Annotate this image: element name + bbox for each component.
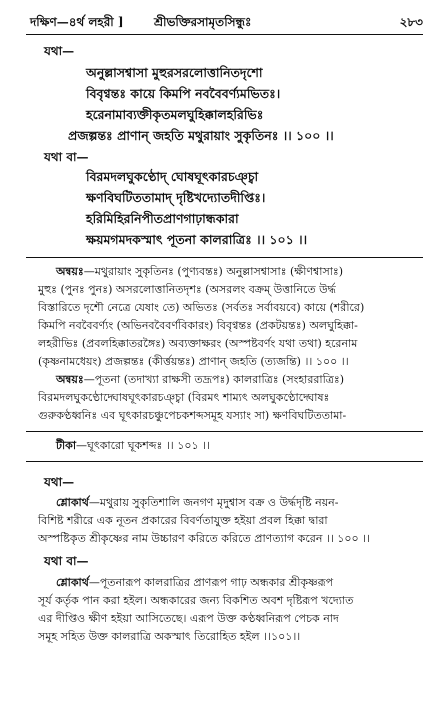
verse-line: ক্ষণবিঘটিততামাদ্ দৃষ্টিখদ্যোতদীপ্তিঃ। — [86, 190, 266, 205]
translation-line: বিশিষ্ট শরীরে এক নূতন প্রকারের বিবর্ণতাযুক্ত হইয়া প্রবল হিক্কা দ্বারা — [38, 514, 328, 527]
example-label: যথা বা— — [44, 150, 89, 164]
verse-line: অনুল্লাসশ্বাসা মুহুরসরলোত্তানিতদৃশো — [86, 65, 263, 80]
anvaya-label: অন্বয়ঃ — [56, 373, 84, 386]
anvaya-line: লহরীভিঃ (প্রবলহিক্কাতরঙ্গৈঃ) অব্যক্তাক্ষরং (অস্পষ্টবর্ণং যথা তথা) হরেনাম — [38, 337, 358, 350]
verse-line: ক্ষয়মগমদকস্মাৎ পূতনা কালরাত্রিঃ ।। ১০১ ।। — [86, 232, 308, 247]
anvaya-line: অন্বয়ঃ—পূতনা (তদাখ্যা রাক্ষসী তদ্রূপঃ) কালরাত্রিঃ (সংহাররাত্রিঃ) — [56, 373, 344, 386]
verse-line: হরেনামাব্যক্তীকৃতমলঘুহিক্কালহরিভিঃ — [86, 107, 264, 122]
section-divider — [26, 461, 423, 462]
shlokartha-label: শ্লোকার্থ — [56, 576, 89, 589]
translation-line: সমূহ সহিত উক্ত কালরাত্রি অকস্মাৎ তিরোহিত হইল ।।১০১।। — [38, 630, 301, 643]
anvaya-label: অন্বয়ঃ — [56, 265, 84, 278]
translation-line: শ্লোকার্থ—মথুরায় সুকৃতিশালি জনগণ মৃদুশ্বাস বক্র ও উর্দ্ধদৃষ্টি নয়ন- — [56, 496, 339, 509]
page-number: ২৮৩ — [399, 15, 423, 29]
header-chapter: দক্ষিণ—৪র্থ লহরী ] — [30, 15, 124, 29]
tika-line: টীকা—ঘূৎকারো ঘূকশব্দঃ ।। ১০১ ।। — [56, 439, 210, 452]
example-label: যথা বা— — [44, 554, 89, 568]
anvaya-line: কিমপি নববৈবর্ণ্যং (অভিনববৈবর্ণবিকারং) বিবৃণ্বন্তঃ (প্রকটয়ন্তঃ) অলঘুহিক্কা- — [38, 319, 358, 332]
example-label: যথা— — [44, 475, 75, 489]
anvaya-line: বিরমদলঘুকণ্ঠোদ্ঘোষঘূৎকারচঞ্চ্বা (বিরমৎ শাম্যৎ অলঘুকণ্ঠোদ্ঘোষঃ — [38, 391, 330, 404]
anvaya-line: (কৃষ্ণনামধেয়ং) প্রজল্পন্তঃ (কীর্ত্তয়ন্তঃ) প্রাণান্ জহতি (ত্যজন্তি) ।। ১০০ ।। — [38, 355, 349, 368]
verse-line: বিরমদলঘুকণ্ঠোদ্ ঘোষঘূৎকারচঞ্চ্বা — [86, 169, 259, 184]
shlokartha-label: শ্লোকার্থ — [56, 496, 89, 509]
example-label: যথা— — [44, 44, 75, 58]
translation-line: শ্লোকার্থ—পূতনারূপ কালরাত্রির প্রাণরূপ গাঢ় অন্ধকার শ্রীকৃষ্ণরূপ — [56, 576, 334, 589]
header-divider — [26, 34, 423, 35]
anvaya-line: গুরুকণ্ঠধ্বনিঃ এব ঘূৎকারচঞ্চুপেচকশব্দসমূহ যস্যাং সা) ক্ষণবিঘটিততামা- — [38, 409, 347, 422]
translation-line: অস্পষ্টিকৃত শ্রীকৃষ্ণের নাম উচ্চারণ করিতে করিতে প্রাণত্যাগ করেন ।। ১০০ ।। — [38, 532, 371, 545]
anvaya-line: অন্বয়ঃ—মথুরায়াং সুকৃতিনঃ (পুণ্যবন্তঃ) অনুল্লাসশ্বাসাঃ (ক্ষীণশ্বাসাঃ) — [56, 265, 344, 278]
section-divider — [26, 431, 423, 432]
translation-line: সূর্য কর্তৃক পান করা হইল। অন্ধকারের জন্য বিকশিত অবশ দৃষ্টিরূপ খদ্যোত — [38, 594, 354, 607]
tika-label: টীকা — [56, 439, 77, 452]
running-header — [30, 14, 423, 32]
anvaya-line: মুহুঃ (পুনঃ পুনঃ) অসরলোত্তানিতদৃশঃ (অসরলং বক্রম্ উত্তানিতে উর্দ্ধ — [38, 283, 336, 296]
anvaya-line: বিস্তারিতে দৃশৌ নেত্রে যেষাং তে) অভিতঃ (সর্বতঃ সর্বাবয়বে) কায়ে (শরীরে) — [38, 301, 365, 314]
section-divider — [26, 257, 423, 258]
verse-line: হরিমিহিরনিপীতপ্রাণগাঢ়ান্ধকারা — [86, 211, 239, 226]
verse-line: প্রজল্পন্তঃ প্রাণান্ জহতি মথুরায়াং সুকৃতিনঃ ।। ১০০ ।। — [68, 128, 334, 143]
header-title: শ্রীভক্তিরসামৃতসিন্ধুঃ — [154, 15, 252, 29]
translation-line: এর দীপ্তিও ক্ষীণ হইয়া আসিতেছে। এরূপ উক্ত কণ্ঠধ্বনিরূপ পেচক নাদ — [38, 612, 339, 625]
verse-line: বিবৃণ্বন্তঃ কায়ে কিমপি নববৈবর্ণ্যমভিতঃ। — [86, 86, 281, 101]
